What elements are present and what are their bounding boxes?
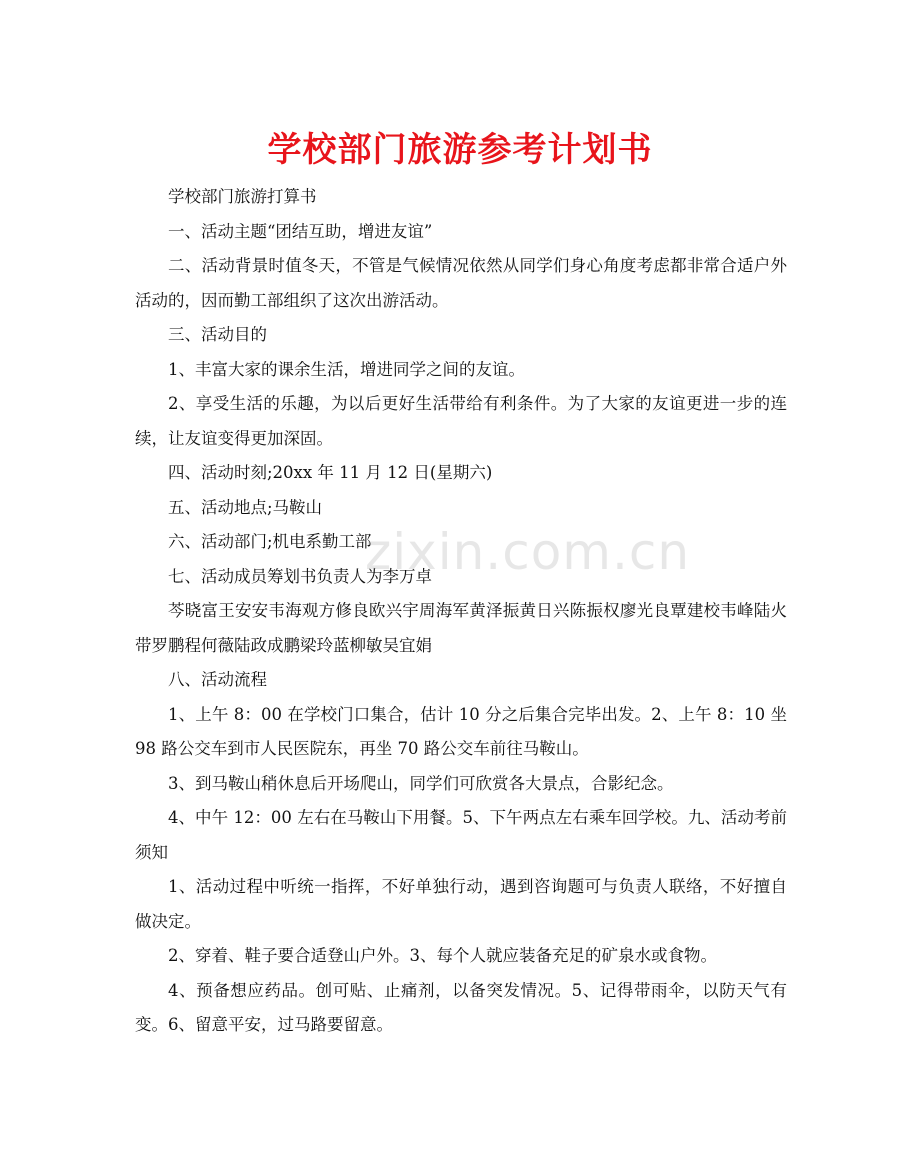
paragraph-background: 二、活动背景时值冬天，不管是气候情况依然从同学们身心角度考虑都非常合适户外活动的，因而勤工部组织了这次出游活动。 (135, 256, 787, 310)
paragraph-process-3: 4、中午 12：00 左右在马鞍山下用餐。5、下午两点左右乘车回学校。九、活动考前须知 (135, 808, 787, 862)
paragraph-location: 五、活动地点;马鞍山 (168, 497, 323, 517)
paragraph-notice-3: 4、预备想应药品。创可贴、止痛剂，以备突发情况。5、记得带雨伞，以防天气有变。6、留意平安，过马路要留意。 (135, 980, 787, 1034)
paragraph-purpose-2: 2、享受生活的乐趣，为以后更好生活带给有利条件。为了大家的友谊更进一步的连续，让友谊变得更加深固。 (135, 394, 787, 448)
paragraph-notice-1: 1、活动过程中听统一指挥，不好单独行动，遇到咨询题可与负责人联络，不好擅自做决定。 (135, 877, 787, 931)
paragraph-members-list: 芩晓富王安安韦海观方修良欧兴宇周海军黄泽振黄日兴陈振权廖光良覃建校韦峰陆火带罗鹏程何薇陆政成鹏梁玲蓝柳敏吴宜娟 (135, 601, 787, 655)
paragraph-members-heading: 七、活动成员筹划书负责人为李万卓 (168, 566, 432, 586)
paragraph-process-heading: 八、活动流程 (168, 670, 267, 689)
paragraph-purpose-heading: 三、活动目的 (168, 325, 267, 344)
paragraph-purpose-1: 1、丰富大家的课余生活，增进同学之间的友谊。 (168, 359, 525, 379)
paragraph-process-2: 3、到马鞍山稍休息后开场爬山，同学们可欣赏各大景点，合影纪念。 (168, 773, 674, 793)
paragraph-notice-2: 2、穿着、鞋子要合适登山户外。3、每个人就应装备充足的矿泉水或食物。 (168, 946, 717, 965)
paragraph-subtitle: 学校部门旅游打算书 (168, 187, 317, 206)
paragraph-time: 四、活动时刻;20xx 年 11 月 12 日(星期六) (168, 463, 493, 482)
paragraph-department: 六、活动部门;机电系勤工部 (168, 532, 372, 551)
document-title: 学校部门旅游参考计划书 (267, 130, 653, 170)
watermark: zixin.com.cn (365, 523, 691, 581)
document-body (135, 180, 787, 1043)
paragraph-theme: 一、活动主题“团结互助，增进友谊” (168, 221, 433, 241)
paragraph-process-1: 1、上午 8：00 在学校门口集合，估计 10 分之后集合完毕出发。2、上午 8：10 坐 98 路公交车到市人民医院东，再坐 70 路公交车前往马鞍山。 (135, 704, 787, 758)
